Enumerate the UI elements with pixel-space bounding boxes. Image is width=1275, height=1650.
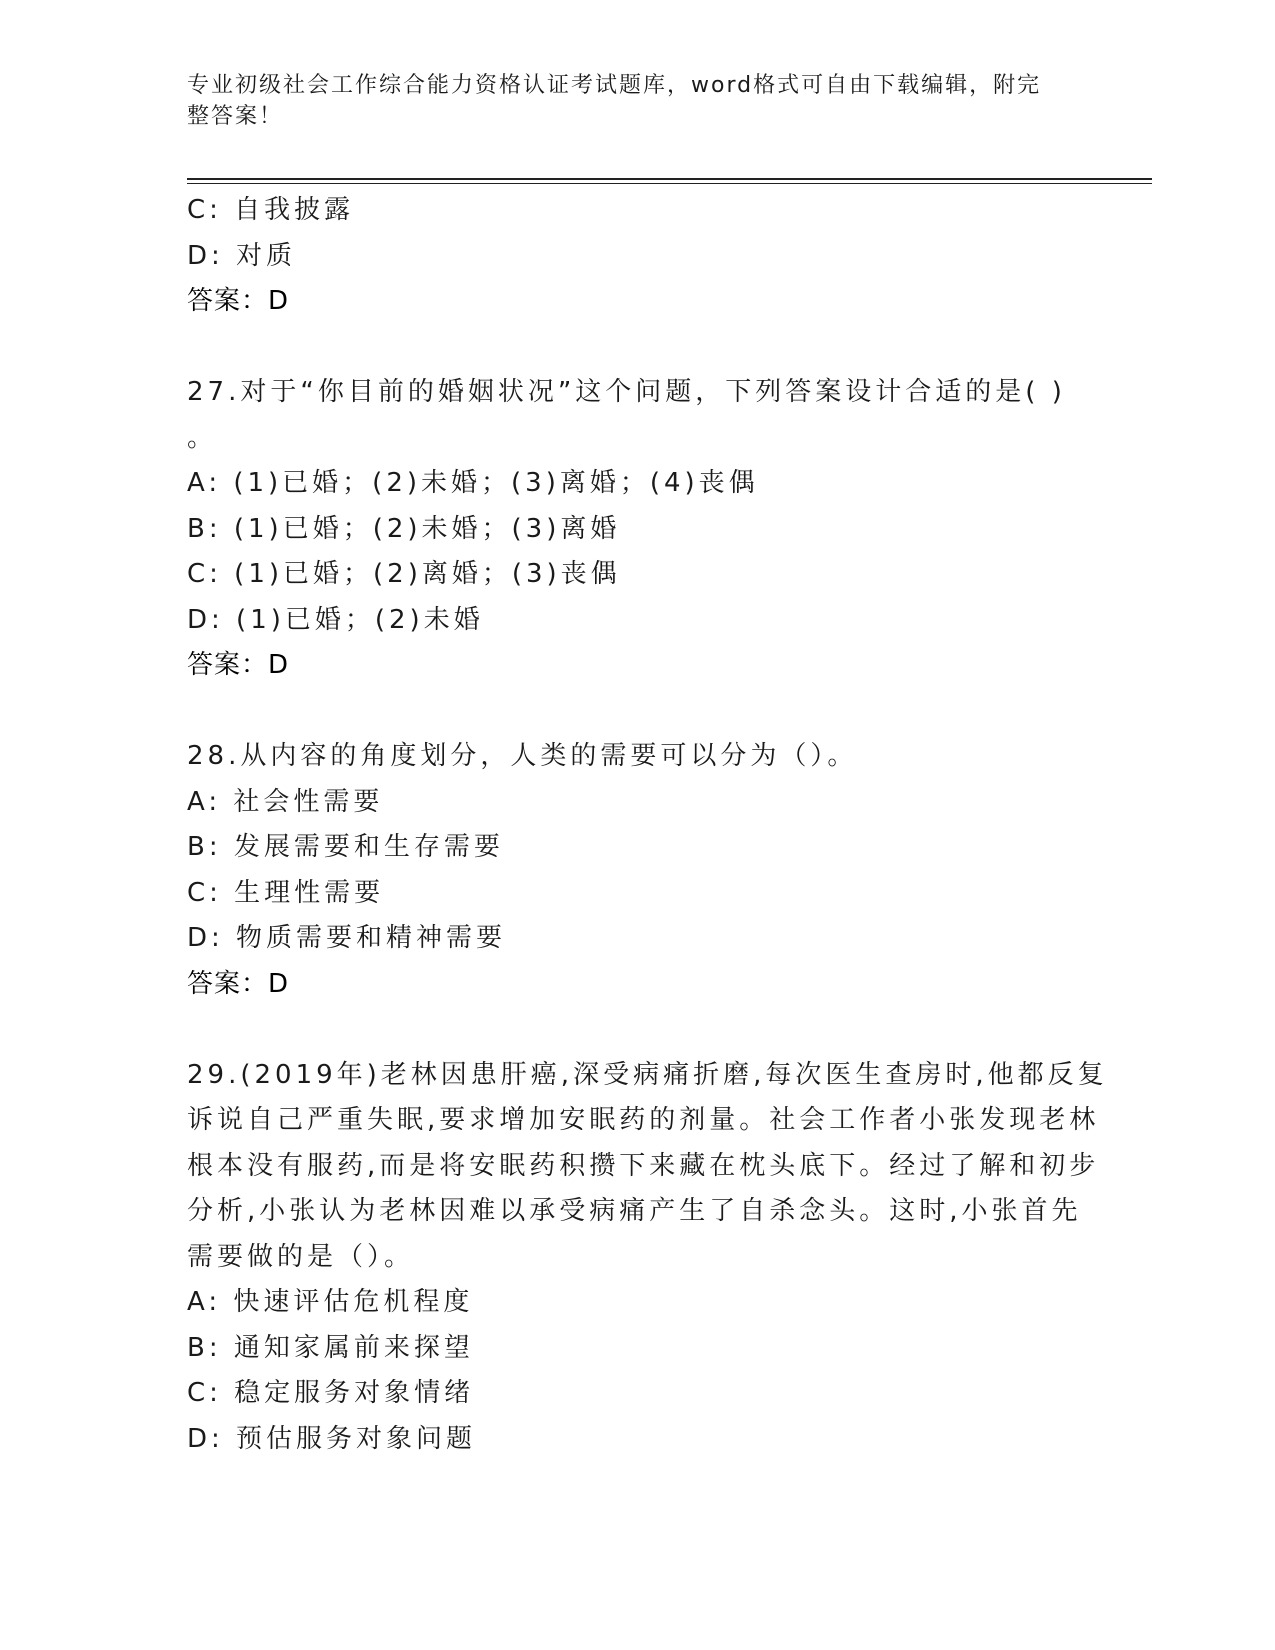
option-d: D: 物质需要和精神需要 bbox=[187, 923, 507, 953]
question-text: 诉说自己严重失眠,要求增加安眠药的剂量。社会工作者小张发现老林 bbox=[187, 1105, 1100, 1135]
spacer bbox=[187, 1007, 1067, 1053]
answer-line: 答案：D bbox=[187, 286, 290, 316]
spacer bbox=[187, 689, 1067, 735]
option-d: D: 对质 bbox=[187, 240, 297, 271]
option-b: B: (1)已婚；(2)未婚；(3)离婚 bbox=[187, 513, 621, 544]
question-text: 28.从内容的角度划分，人类的需要可以分为（）。 bbox=[187, 741, 858, 771]
option-c: C: 自我披露 bbox=[187, 195, 355, 225]
question-text: 需要做的是（）。 bbox=[187, 1241, 415, 1272]
question-text: 29.(2019年)老林因患肝癌,深受病痛折磨,每次医生查房时,他都反复 bbox=[187, 1059, 1108, 1090]
document-body bbox=[187, 188, 1108, 1462]
option-c: C: 生理性需要 bbox=[187, 877, 385, 908]
question-27 bbox=[187, 370, 1067, 689]
question-text: 根本没有服药,而是将安眠药积攒下来藏在枕头底下。经过了解和初步 bbox=[187, 1150, 1100, 1181]
option-a: A: 社会性需要 bbox=[187, 786, 384, 817]
answer-line: 答案：D bbox=[187, 968, 290, 999]
option-c: C: (1)已婚；(2)离婚；(3)丧偶 bbox=[187, 559, 621, 589]
spacer bbox=[187, 325, 1067, 371]
header-rule-thin bbox=[187, 183, 1152, 184]
question-text: 27.对于“你目前的婚姻状况”这个问题，下列答案设计合适的是( ) bbox=[187, 377, 1066, 407]
question-26-tail bbox=[187, 188, 1067, 325]
option-c: C: 稳定服务对象情绪 bbox=[187, 1378, 475, 1408]
page-header bbox=[187, 70, 1067, 132]
answer-line: 答案：D bbox=[187, 650, 290, 680]
option-a: A: 快速评估危机程度 bbox=[187, 1287, 474, 1317]
question-text: 。 bbox=[187, 422, 218, 453]
option-b: B: 发展需要和生存需要 bbox=[187, 832, 504, 862]
header-rule-thick bbox=[187, 178, 1152, 180]
question-29 bbox=[187, 1053, 1108, 1463]
question-text: 分析,小张认为老林因难以承受病痛产生了自杀念头。这时,小张首先 bbox=[187, 1196, 1082, 1226]
option-d: D: 预估服务对象问题 bbox=[187, 1423, 477, 1454]
header-line-1: 专业初级社会工作综合能力资格认证考试题库，word格式可自由下载编辑，附完 bbox=[187, 73, 1042, 98]
option-a: A: (1)已婚；(2)未婚；(3)离婚；(4)丧偶 bbox=[187, 468, 759, 498]
header-line-2: 整答案！ bbox=[187, 104, 284, 129]
option-b: B: 通知家属前来探望 bbox=[187, 1332, 474, 1363]
option-d: D: (1)已婚；(2)未婚 bbox=[187, 604, 484, 635]
question-28 bbox=[187, 734, 1067, 1007]
